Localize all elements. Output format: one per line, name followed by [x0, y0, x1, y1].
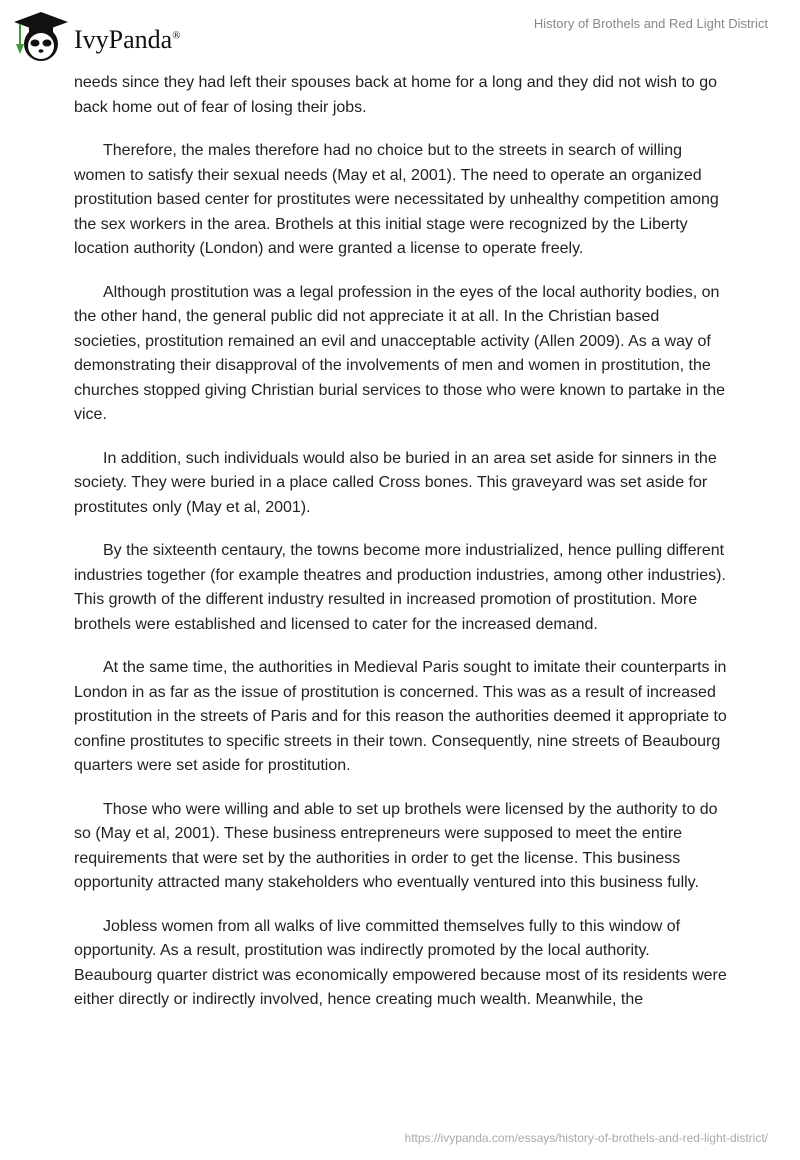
paragraph: needs since they had left their spouses back at home for a long and they did not wish to go back home out of fear of losing their jobs.: [74, 74, 718, 116]
paragraph: Therefore, the males therefore had no choice but to the streets in search of willing women to satisfy their sexual needs (May et al, 2001). The need to operate an organized prostitution based center for prostitutes were necessitated by unhealthy competition among the sex workers in the area. Brothels at this initial stage were recognized by the Liberty location authority (London) and were granted a license to operate freely.: [74, 142, 719, 257]
source-url-link[interactable]: https://ivypanda.com/essays/history-of-brothels-and-red-light-district/: [404, 1131, 768, 1145]
document-title: History of Brothels and Red Light District: [533, 16, 768, 31]
paragraph: Those who were willing and able to set up brothels were licensed by the authority to do so (May et al, 2001). These business entrepreneurs were supposed to meet the entire requirements that were set by the authorities in order to get the license. This business opportunity attracted many stakeholders who eventually ventured into this business fully.: [74, 800, 718, 891]
paragraph: Jobless women from all walks of live committed themselves fully to this window of opportunity. As a result, prostitution was indirectly promoted by the local authority. Beaubourg quarter district was economically empowered because most of its residents were either directly or indirectly involved, hence creating much wealth. Meanwhile, the: [74, 917, 727, 1008]
logo-name: IvyPanda: [74, 25, 173, 54]
paragraph: Although prostitution was a legal profession in the eyes of the local authority bodies, on the other hand, the general public did not appreciate it at all. In the Christian based societies, prostitution remained an evil and unacceptable activity (Allen 2009). As a way of demonstrating their disapproval of the involvements of men and women in prostitution, the churches stopped giving Christian burial services to those who were known to partake in the vice.: [74, 283, 726, 423]
paragraph: At the same time, the authorities in Medieval Paris sought to imitate their counterparts in London in as far as the issue of prostitution is concerned. This was as a result of increased prostitution in the streets of Paris and for this reason the authorities deemed it appropriate to confine prostitutes to specific streets in their town. Consequently, nine streets of Beaubourg quarters were set aside for prostitution.: [74, 659, 727, 774]
ivypanda-logo[interactable]: [12, 8, 181, 64]
logo-text: [74, 25, 181, 55]
paragraph: By the sixteenth centaury, the towns become more industrialized, hence pulling different industries together (for example theatres and production industries, among other industries). This growth of the different industry resulted in increased promotion of prostitution. More brothels were established and licensed to cater for the increased demand.: [74, 542, 726, 633]
paragraph: In addition, such individuals would also be buried in an area set aside for sinners in the society. They were buried in a place called Cross bones. This graveyard was set aside for prostitutes only (May et al, 2001).: [74, 449, 717, 516]
essay-body: [74, 71, 730, 1032]
panda-graduate-icon: [12, 8, 70, 64]
registered-mark: ®: [172, 29, 181, 42]
